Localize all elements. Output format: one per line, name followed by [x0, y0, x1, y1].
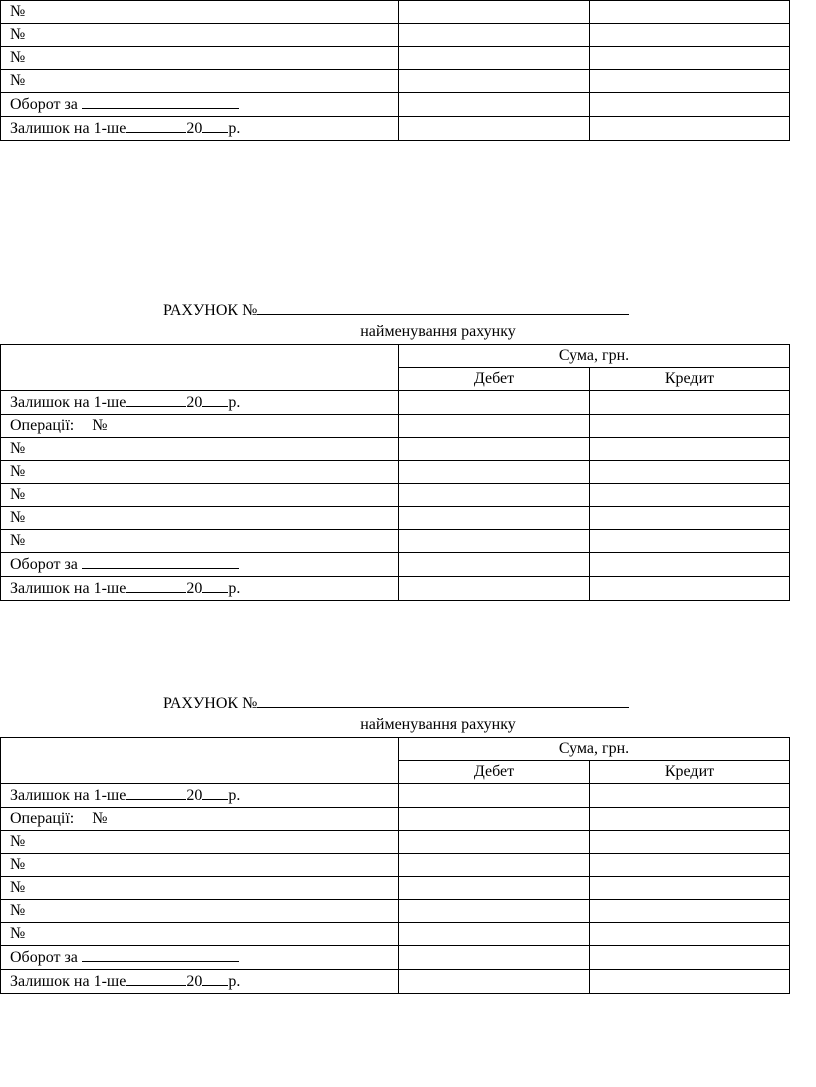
operations-row	[1, 808, 790, 831]
credit-cell[interactable]	[590, 484, 790, 507]
account-title-text: РАХУНОК №	[163, 695, 258, 712]
number-sign: №	[92, 417, 108, 434]
date-blank-line[interactable]	[126, 117, 186, 133]
debit-cell[interactable]	[399, 391, 590, 415]
opening-balance-row	[1, 784, 790, 808]
period-blank-line[interactable]	[82, 93, 239, 109]
operations-cell	[1, 415, 399, 438]
period-blank-line[interactable]	[82, 946, 239, 962]
closing-balance-label: Залишок на 1-ше	[10, 120, 127, 137]
opening-balance-label: Залишок на 1-ше	[10, 394, 127, 411]
closing-balance-label: Залишок на 1-ше	[10, 973, 127, 990]
number-sign: №	[92, 810, 108, 827]
debit-cell[interactable]	[399, 923, 590, 946]
year-blank-line[interactable]	[202, 391, 228, 407]
header-blank-cell	[1, 738, 399, 784]
operation-label: №	[1, 530, 399, 553]
year-blank-line[interactable]	[202, 970, 228, 986]
credit-cell[interactable]	[590, 415, 790, 438]
top-account-table	[0, 0, 790, 141]
operation-label: №	[1, 854, 399, 877]
credit-cell[interactable]	[590, 47, 790, 70]
credit-cell[interactable]	[590, 877, 790, 900]
table-row	[1, 900, 790, 923]
turnover-row	[1, 946, 790, 970]
account-subtitle: найменування рахунку	[360, 323, 516, 340]
closing-balance-row	[1, 117, 790, 141]
date-blank-line[interactable]	[126, 784, 186, 800]
turnover-row	[1, 553, 790, 577]
account-number-blank-line[interactable]	[257, 299, 629, 315]
closing-balance-cell	[1, 117, 399, 141]
year-blank-line[interactable]	[202, 117, 228, 133]
credit-cell[interactable]	[590, 923, 790, 946]
credit-cell[interactable]	[590, 970, 790, 994]
credit-cell[interactable]	[590, 854, 790, 877]
operation-label: №	[1, 877, 399, 900]
opening-balance-cell	[1, 784, 399, 808]
year-prefix: 20	[186, 973, 203, 990]
account-title-text: РАХУНОК №	[163, 302, 258, 319]
table-row	[1, 70, 790, 93]
debit-cell[interactable]	[399, 530, 590, 553]
debit-cell[interactable]	[399, 438, 590, 461]
sum-header: Сума, грн.	[399, 345, 790, 368]
year-suffix: р.	[228, 580, 241, 597]
closing-balance-row	[1, 577, 790, 601]
credit-cell[interactable]	[590, 24, 790, 47]
year-suffix: р.	[228, 394, 241, 411]
table-row	[1, 47, 790, 70]
account-table	[0, 344, 790, 601]
year-suffix: р.	[228, 787, 241, 804]
debit-cell[interactable]	[399, 93, 590, 117]
table-row	[1, 461, 790, 484]
debit-cell[interactable]	[399, 415, 590, 438]
credit-cell[interactable]	[590, 391, 790, 415]
turnover-label-cell	[1, 93, 399, 117]
account-subtitle: найменування рахунку	[360, 716, 516, 733]
operations-label: Операції:	[10, 810, 75, 827]
debit-cell[interactable]	[399, 577, 590, 601]
header-blank-cell	[1, 345, 399, 391]
turnover-label-cell	[1, 553, 399, 577]
credit-cell[interactable]	[590, 117, 790, 141]
operation-label: №	[1, 507, 399, 530]
operation-label: №	[1, 1, 399, 24]
operation-label: №	[1, 461, 399, 484]
year-suffix: р.	[228, 973, 241, 990]
credit-cell[interactable]	[590, 553, 790, 577]
operation-label: №	[1, 24, 399, 47]
credit-cell[interactable]	[590, 438, 790, 461]
turnover-label-cell	[1, 946, 399, 970]
table-row	[1, 854, 790, 877]
credit-cell[interactable]	[590, 1, 790, 24]
debit-cell[interactable]	[399, 970, 590, 994]
operation-label: №	[1, 923, 399, 946]
debit-cell[interactable]	[399, 831, 590, 854]
table-row	[1, 831, 790, 854]
debit-cell[interactable]	[399, 1, 590, 24]
account-title	[163, 299, 629, 320]
debit-cell[interactable]	[399, 946, 590, 970]
credit-cell[interactable]	[590, 577, 790, 601]
debit-cell[interactable]	[399, 553, 590, 577]
credit-cell[interactable]	[590, 70, 790, 93]
operation-label: №	[1, 900, 399, 923]
table-row	[1, 1, 790, 24]
operation-label: №	[1, 484, 399, 507]
credit-cell[interactable]	[590, 900, 790, 923]
debit-cell[interactable]	[399, 784, 590, 808]
account-title	[163, 692, 629, 713]
table-row	[1, 923, 790, 946]
debit-cell[interactable]	[399, 808, 590, 831]
credit-cell[interactable]	[590, 93, 790, 117]
operation-label: №	[1, 438, 399, 461]
year-prefix: 20	[186, 787, 203, 804]
operation-label: №	[1, 831, 399, 854]
date-blank-line[interactable]	[126, 577, 186, 593]
year-blank-line[interactable]	[202, 577, 228, 593]
turnover-label: Оборот за	[10, 96, 78, 113]
year-prefix: 20	[186, 580, 203, 597]
credit-cell[interactable]	[590, 831, 790, 854]
credit-header: Кредит	[590, 368, 790, 391]
operations-cell	[1, 808, 399, 831]
date-blank-line[interactable]	[126, 391, 186, 407]
year-blank-line[interactable]	[202, 784, 228, 800]
closing-balance-cell	[1, 970, 399, 994]
credit-cell[interactable]	[590, 784, 790, 808]
credit-cell[interactable]	[590, 530, 790, 553]
turnover-label: Оборот за	[10, 556, 78, 573]
turnover-label: Оборот за	[10, 949, 78, 966]
credit-header: Кредит	[590, 761, 790, 784]
debit-cell[interactable]	[399, 877, 590, 900]
operations-label: Операції:	[10, 417, 75, 434]
table-row	[1, 24, 790, 47]
opening-balance-row	[1, 391, 790, 415]
header-row	[1, 345, 790, 368]
credit-cell[interactable]	[590, 808, 790, 831]
table-row	[1, 877, 790, 900]
debit-cell[interactable]	[399, 117, 590, 141]
table-row	[1, 507, 790, 530]
closing-balance-row	[1, 970, 790, 994]
debit-cell[interactable]	[399, 70, 590, 93]
debit-cell[interactable]	[399, 47, 590, 70]
debit-cell[interactable]	[399, 484, 590, 507]
account-number-blank-line[interactable]	[257, 692, 629, 708]
header-row	[1, 738, 790, 761]
table-row	[1, 438, 790, 461]
credit-cell[interactable]	[590, 507, 790, 530]
closing-balance-label: Залишок на 1-ше	[10, 580, 127, 597]
date-blank-line[interactable]	[126, 970, 186, 986]
opening-balance-label: Залишок на 1-ше	[10, 787, 127, 804]
table-row	[1, 484, 790, 507]
credit-cell[interactable]	[590, 946, 790, 970]
year-prefix: 20	[186, 394, 203, 411]
debit-header: Дебет	[399, 368, 590, 391]
account-table	[0, 737, 790, 994]
debit-cell[interactable]	[399, 900, 590, 923]
year-suffix: р.	[228, 120, 241, 137]
credit-cell[interactable]	[590, 461, 790, 484]
debit-cell[interactable]	[399, 461, 590, 484]
period-blank-line[interactable]	[82, 553, 239, 569]
debit-cell[interactable]	[399, 507, 590, 530]
year-prefix: 20	[186, 120, 203, 137]
debit-header: Дебет	[399, 761, 590, 784]
operation-label: №	[1, 47, 399, 70]
operations-row	[1, 415, 790, 438]
turnover-row	[1, 93, 790, 117]
debit-cell[interactable]	[399, 24, 590, 47]
operation-label: №	[1, 70, 399, 93]
debit-cell[interactable]	[399, 854, 590, 877]
opening-balance-cell	[1, 391, 399, 415]
sum-header: Сума, грн.	[399, 738, 790, 761]
table-row	[1, 530, 790, 553]
closing-balance-cell	[1, 577, 399, 601]
